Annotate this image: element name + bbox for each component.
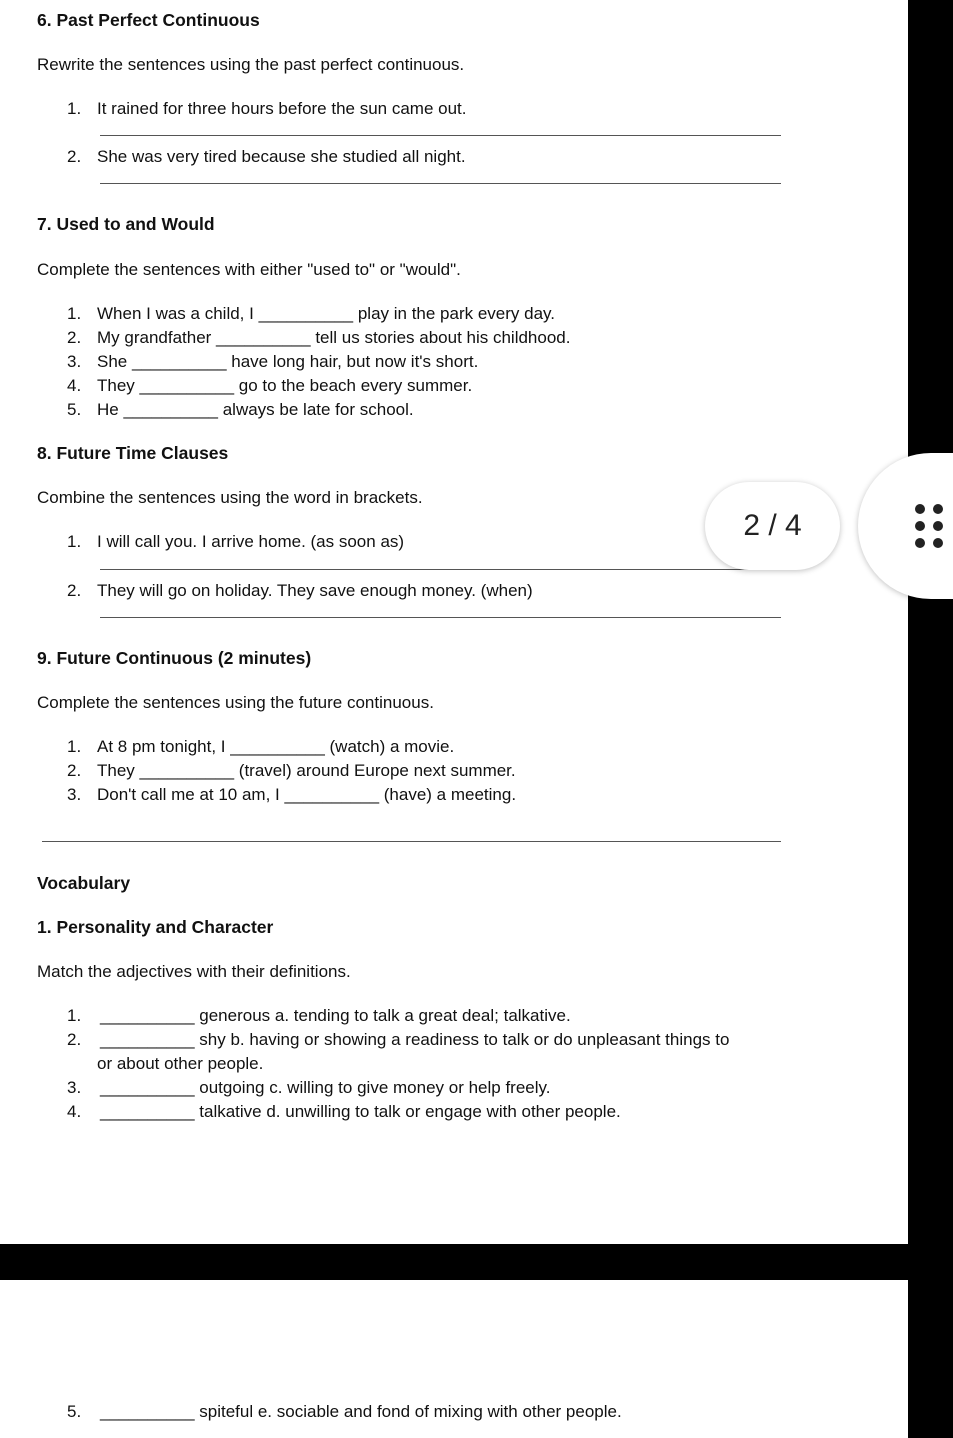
vocabulary-instruction: Match the adjectives with their definitions. (37, 962, 351, 981)
section-9-heading: 9. Future Continuous (2 minutes) (37, 648, 312, 668)
list-item: They __________ (travel) around Europe next summer. (97, 761, 516, 780)
list-item: __________ shy b. having or showing a readiness to talk or do unpleasant things to (100, 1030, 730, 1049)
section-9-instruction: Complete the sentences using the future continuous. (37, 693, 434, 712)
list-item-number: 2. (67, 761, 82, 780)
list-item: It rained for three hours before the sun came out. (97, 99, 467, 118)
list-item: My grandfather __________ tell us stories about his childhood. (97, 328, 571, 347)
list-item-number: 1. (67, 99, 82, 118)
list-item-number: 1. (67, 304, 82, 323)
list-item: She was very tired because she studied all night. (97, 147, 466, 166)
dot (933, 538, 943, 548)
dot (915, 538, 925, 548)
section-8-heading: 8. Future Time Clauses (37, 443, 229, 463)
section-8-instruction: Combine the sentences using the word in brackets. (37, 488, 423, 507)
more-options-button[interactable] (858, 453, 953, 599)
section-divider (42, 841, 781, 842)
list-item: They will go on holiday. They save enough money. (when) (97, 581, 533, 600)
answer-line (100, 183, 781, 184)
list-item-number: 4. (67, 1102, 82, 1121)
list-item: Don't call me at 10 am, I __________ (have) a meeting. (97, 785, 517, 804)
list-item: When I was a child, I __________ play in the park every day. (97, 304, 556, 323)
list-item: They __________ go to the beach every summer. (97, 376, 473, 395)
vocabulary-heading: Vocabulary (37, 873, 131, 893)
section-6-instruction: Rewrite the sentences using the past perfect continuous. (37, 55, 465, 74)
dot (933, 504, 943, 514)
list-item-number: 5. (67, 1402, 82, 1421)
answer-line (100, 617, 781, 618)
list-item-number: 1. (67, 532, 82, 551)
list-item: He __________ always be late for school. (97, 400, 414, 419)
list-item-number: 2. (67, 328, 82, 347)
answer-line (100, 135, 781, 136)
list-item: I will call you. I arrive home. (as soon as) (97, 532, 405, 551)
list-item: She __________ have long hair, but now it's short. (97, 352, 479, 371)
list-item-number: 1. (67, 737, 82, 756)
list-item: __________ talkative d. unwilling to talk or engage with other people. (100, 1102, 621, 1121)
list-item: At 8 pm tonight, I __________ (watch) a movie. (97, 737, 455, 756)
list-item-number: 5. (67, 400, 82, 419)
dot (933, 521, 943, 531)
vocabulary-subheading: 1. Personality and Character (37, 917, 274, 937)
section-6-heading: 6. Past Perfect Continuous (37, 10, 260, 30)
page-indicator: 2 / 4 (705, 482, 840, 570)
list-item-number: 3. (67, 352, 82, 371)
right-black-bar (908, 0, 953, 1438)
answer-line (100, 569, 781, 570)
dot (915, 504, 925, 514)
list-item-number: 3. (67, 785, 82, 804)
list-item-continuation: or about other people. (97, 1054, 264, 1073)
list-item-number: 2. (67, 1030, 82, 1049)
list-item-number: 2. (67, 581, 82, 600)
list-item: __________ outgoing c. willing to give money or help freely. (100, 1078, 551, 1097)
section-7-instruction: Complete the sentences with either "used to" or "would". (37, 260, 461, 279)
list-item-number: 4. (67, 376, 82, 395)
list-item-number: 1. (67, 1006, 82, 1025)
page-break-bar (0, 1244, 953, 1280)
list-item-number: 2. (67, 147, 82, 166)
section-7-heading: 7. Used to and Would (37, 214, 215, 234)
list-item: __________ spiteful e. sociable and fond of mixing with other people. (100, 1402, 622, 1421)
list-item: __________ generous a. tending to talk a great deal; talkative. (100, 1006, 571, 1025)
dot (915, 521, 925, 531)
list-item-number: 3. (67, 1078, 82, 1097)
